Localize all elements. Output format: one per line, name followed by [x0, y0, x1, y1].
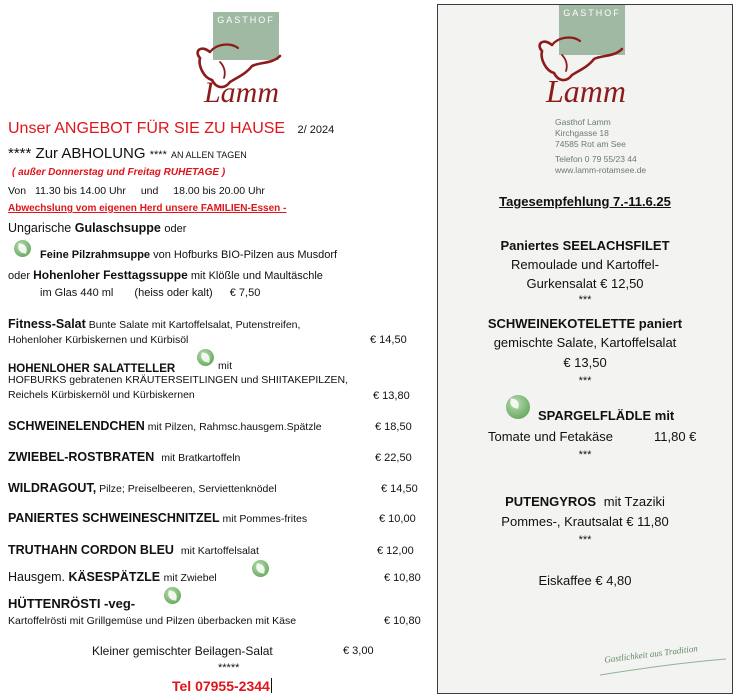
soup-1 — [8, 221, 186, 235]
soup-1-post: oder — [164, 223, 187, 235]
kaese-desc: mit Zwiebel — [163, 572, 217, 584]
card-web[interactable]: www.lamm-rotamsee.de — [555, 165, 647, 175]
left-logo — [190, 12, 290, 112]
wild-line — [8, 481, 277, 495]
hours-and: und — [140, 185, 159, 197]
zwiebel-name: ZWIEBEL-ROSTBRATEN — [8, 450, 155, 464]
dish-3-name: SPARGELFLÄDLE mit — [538, 408, 675, 423]
logo-box-text: GASTHOF — [563, 8, 621, 18]
lendchen-line — [8, 419, 322, 433]
kaese-line — [8, 570, 217, 584]
hours-1: 11.30 bis 14.00 Uhr — [35, 185, 126, 197]
cordon-line — [8, 543, 259, 557]
daily-recommendation-card — [437, 4, 733, 694]
headline — [8, 120, 334, 138]
slogan: Abwechslung vom eigenen Herd unsere FAMILIEN-Essen - — [8, 203, 287, 214]
soup-3-desc: mit Klößle und Maultäschle — [190, 270, 323, 282]
dish-4-desc: Pommes-, Krautsalat € 11,80 — [501, 514, 669, 529]
soup-2-name: Feine Pilzrahmsuppe — [40, 249, 151, 261]
soup-glass-line — [40, 287, 260, 299]
leaf-icon — [14, 240, 31, 257]
logo-name: Lamm — [204, 76, 280, 109]
soup-temp: (heiss oder kalt) — [134, 287, 213, 299]
pickup-stars-b: **** — [149, 149, 167, 161]
soup-3-name: Hohenloher Festtagssuppe — [33, 268, 188, 282]
tagline-swoosh — [598, 657, 728, 677]
hours-2: 18.00 bis 20.00 Uhr — [173, 185, 265, 197]
salatteller-name: HOHENLOHER SALATTELLER — [8, 363, 176, 375]
dish-4-name: PUTENGYROS — [505, 494, 597, 509]
headline-main: Unser ANGEBOT FÜR SIE ZU HAUSE — [8, 120, 286, 137]
pickup-stars-a: **** — [8, 145, 32, 162]
roesti-price: € 10,80 — [384, 615, 421, 627]
dish-5: Eiskaffee € 4,80 — [538, 573, 632, 588]
card-title: Tagesempfehlung 7.-11.6.25 — [499, 194, 671, 209]
separator: *** — [578, 294, 592, 306]
dish-2-desc: gemischte Salate, Kartoffelsalat — [493, 335, 677, 350]
opening-hours — [8, 185, 265, 197]
dish-1-name: Paniertes SEELACHSFILET — [500, 238, 670, 253]
soup-2-desc: von Hofburks BIO-Pilzen aus Musdorf — [153, 249, 338, 261]
zwiebel-desc: mit Bratkartoffeln — [161, 452, 241, 464]
salatteller-mit: mit — [218, 360, 232, 372]
right-logo — [528, 5, 638, 115]
hours-label: Von — [8, 185, 27, 197]
leaf-icon — [164, 587, 181, 604]
roesti-name: HÜTTENRÖSTI -veg- — [8, 596, 136, 611]
leaf-icon — [506, 395, 530, 419]
address-1: Gasthof Lamm — [555, 117, 611, 127]
wild-desc: Pilze; Preiselbeeren, Serviettenknödel — [99, 483, 277, 495]
cordon-desc: mit Kartoffelsalat — [180, 545, 259, 557]
schnitzel-desc: mit Pommes-frites — [222, 513, 308, 525]
zwiebel-line — [8, 450, 240, 464]
fitness-name: Fitness-Salat — [8, 317, 86, 331]
dish-1-desc-1: Remoulade und Kartoffel- — [511, 257, 659, 272]
zwiebel-price: € 22,50 — [375, 452, 412, 464]
soup-2 — [40, 249, 337, 261]
separator: *** — [578, 375, 592, 387]
beilage-price: € 3,00 — [343, 645, 374, 657]
fitness-line — [8, 317, 300, 331]
dish-3-desc: Tomate und Fetakäse — [488, 429, 614, 444]
phone-line — [172, 678, 272, 694]
headline-date: 2/ 2024 — [297, 124, 335, 136]
beilage-name: Kleiner gemischter Beilagen-Salat — [92, 644, 273, 658]
cordon-price: € 12,00 — [377, 545, 414, 557]
kaese-pre: Hausgem. — [8, 570, 65, 584]
schnitzel-line — [8, 511, 307, 525]
soup-3 — [8, 268, 323, 282]
schnitzel-name: PANIERTES SCHWEINESCHNITZEL — [8, 511, 220, 525]
cordon-name: TRUTHAHN CORDON BLEU — [8, 543, 174, 557]
card-phone: Telefon 0 79 55/23 44 — [555, 154, 637, 164]
fitness-price: € 14,50 — [370, 334, 407, 346]
salatteller-desc-1: HOFBURKS gebratenen KRÄUTERSEITLINGEN und SHIITAKEPILZEN, — [8, 374, 349, 386]
dish-2-name: SCHWEINEKOTELETTE paniert — [487, 316, 683, 331]
logo-name: Lamm — [546, 73, 627, 109]
schnitzel-price: € 10,00 — [379, 513, 416, 525]
phone-number[interactable]: Tel 07955-2344 — [172, 678, 270, 694]
soup-3-pre: oder — [8, 270, 31, 282]
text-cursor — [271, 678, 272, 693]
dish-1-desc-2: Gurkensalat € 12,50 — [526, 276, 644, 291]
dish-3-price: 11,80 € — [654, 429, 697, 444]
separator: *** — [578, 534, 592, 546]
lendchen-price: € 18,50 — [375, 421, 412, 433]
dish-4-mit: mit Tzaziki — [603, 494, 665, 509]
dish-4-line — [438, 494, 732, 509]
salatteller-price: € 13,80 — [373, 390, 410, 402]
soup-1-pre: Ungarische — [8, 221, 72, 235]
soup-1-name: Gulaschsuppe — [74, 221, 161, 235]
stars-end: ***** — [218, 662, 240, 674]
lendchen-desc: mit Pilzen, Rahmsc.hausgem.Spätzle — [147, 421, 322, 433]
address-2: Kirchgasse 18 — [555, 128, 609, 138]
soup-glass: im Glas 440 ml — [40, 287, 114, 299]
soup-price: € 7,50 — [229, 287, 261, 299]
kaese-name: KÄSESPÄTZLE — [68, 570, 161, 584]
roesti-desc: Kartoffelrösti mit Grillgemüse und Pilzen überbacken mit Käse — [8, 615, 297, 627]
pickup-line — [8, 145, 247, 162]
salatteller-desc-2: Reichels Kürbiskernöl und Kürbiskernen — [8, 389, 195, 401]
wild-price: € 14,50 — [381, 483, 418, 495]
kaese-price: € 10,80 — [384, 572, 421, 584]
pickup-main: Zur ABHOLUNG — [35, 145, 146, 162]
leaf-icon — [197, 349, 214, 366]
tagline: Gastlichkeit aus Tradition — [603, 643, 699, 665]
logo-box-text: GASTHOF — [217, 15, 275, 25]
dish-2-price: € 13,50 — [563, 355, 607, 370]
leaf-icon — [252, 560, 269, 577]
address-3: 74585 Rot am See — [555, 139, 626, 149]
rest-days: ( außer Donnerstag und Freitag RUHETAGE ) — [12, 167, 226, 178]
lendchen-name: SCHWEINELENDCHEN — [8, 419, 145, 433]
separator: *** — [578, 449, 592, 461]
fitness-desc-1: Bunte Salate mit Kartoffelsalat, Putenstreifen, — [88, 319, 301, 331]
wild-name: WILDRAGOUT, — [8, 481, 97, 495]
pickup-days: AN ALLEN TAGEN — [171, 150, 247, 160]
fitness-desc-2: Hohenloher Kürbiskernen und Kürbisöl — [8, 334, 189, 346]
